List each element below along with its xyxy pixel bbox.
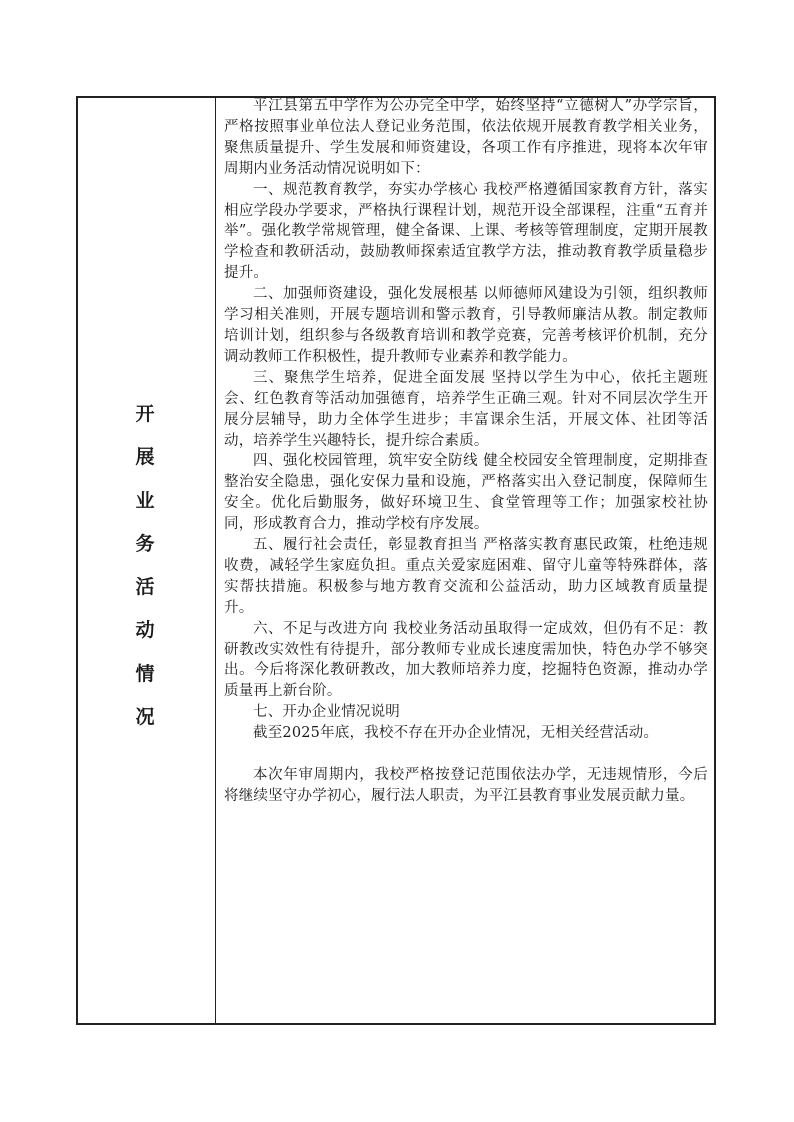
section-2-paragraph: 二、加强师资建设，强化发展根基 以师德师风建设为引领，组织教师学习相关准则，开展专题培训和警示教育，引导教师廉洁从教。制定教师培训计划，组织参与各级教育培训和教学竞赛，完善考核评价机制，充分调动教师工作积极性，提升教师专业素养和教学能力。 [224, 286, 708, 365]
activity-description [224, 96, 708, 807]
column-divider [215, 96, 216, 1025]
section-label-char: 展 [135, 446, 155, 469]
section-label-char: 情 [135, 662, 155, 685]
section-4-paragraph: 四、强化校园管理，筑牢安全防线 健全校园安全管理制度，定期排查整治安全隐患，强化安保力量和设施，严格落实出入登记制度，保障师生安全。优化后勤服务，做好环境卫生、食堂管理等工作；加强家校社协同，形成教育合力，推动学校有序发展。 [224, 453, 708, 533]
section-label [120, 405, 170, 751]
section-6-paragraph: 六、不足与改进方向 我校业务活动虽取得一定成效，但仍有不足：教研教改实效性有待提升，部分教师专业成长速度需加快，特色办学不够突出。今后将深化教研教改，加大教师培养力度，挖掘特色资源，推动办学质量再上新台阶。 [224, 620, 708, 700]
section-label-char: 务 [135, 532, 155, 555]
section-5-paragraph: 五、履行社会责任，彰显教育担当 严格落实教育惠民政策，杜绝违规收费，减轻学生家庭负担。重点关爱家庭困难、留守儿童等特殊群体，落实帮扶措施。积极参与地方教育交流和公益活动，助力区域教育质量提升。 [224, 537, 708, 616]
section-label-char: 业 [135, 489, 155, 512]
section-label-char: 开 [135, 403, 155, 425]
section-label-char: 况 [135, 706, 155, 729]
intro-paragraph: 平江县第五中学作为公办完全中学，始终坚持“立德树人”办学宗旨，严格按照事业单位法人登记业务范围，依法依规开展教育教学相关业务，聚焦质量提升、学生发展和师资建设，各项工作有序推进，现将本次年审周期内业务活动情况说明如下： [224, 98, 708, 177]
section-7-paragraph: 截至2025年底，我校不存在开办企业情况，无相关经营活动。 [253, 725, 659, 742]
section-3-paragraph: 三、聚焦学生培养，促进全面发展 坚持以学生为中心，依托主题班会、红色教育等活动加强德育，培养学生正确三观。针对不同层次学生开展分层辅导，助力全体学生进步；丰富课余生活，开展文体、社团等活动，培养学生兴趣特长，提升综合素质。 [224, 369, 708, 449]
section-7-heading: 七、开办企业情况说明 [253, 704, 400, 721]
closing-paragraph: 本次年审周期内，我校严格按登记范围依法办学，无违规情形，今后将继续坚守办学初心，履行法人职责，为平江县教育事业发展贡献力量。 [224, 767, 708, 804]
section-1-paragraph: 一、规范教育教学，夯实办学核心 我校严格遵循国家教育方针，落实相应学段办学要求，严格执行课程计划，规范开设全部课程，注重“五育并举”。强化教学常规管理，健全备课、上课、考核等管理制度，定期开展教学检查和教研活动，鼓励教师探索适宜教学方法，推动教育教学质量稳步提升。 [224, 181, 708, 282]
section-label-char: 活 [135, 576, 155, 599]
section-label-char: 动 [135, 619, 155, 642]
